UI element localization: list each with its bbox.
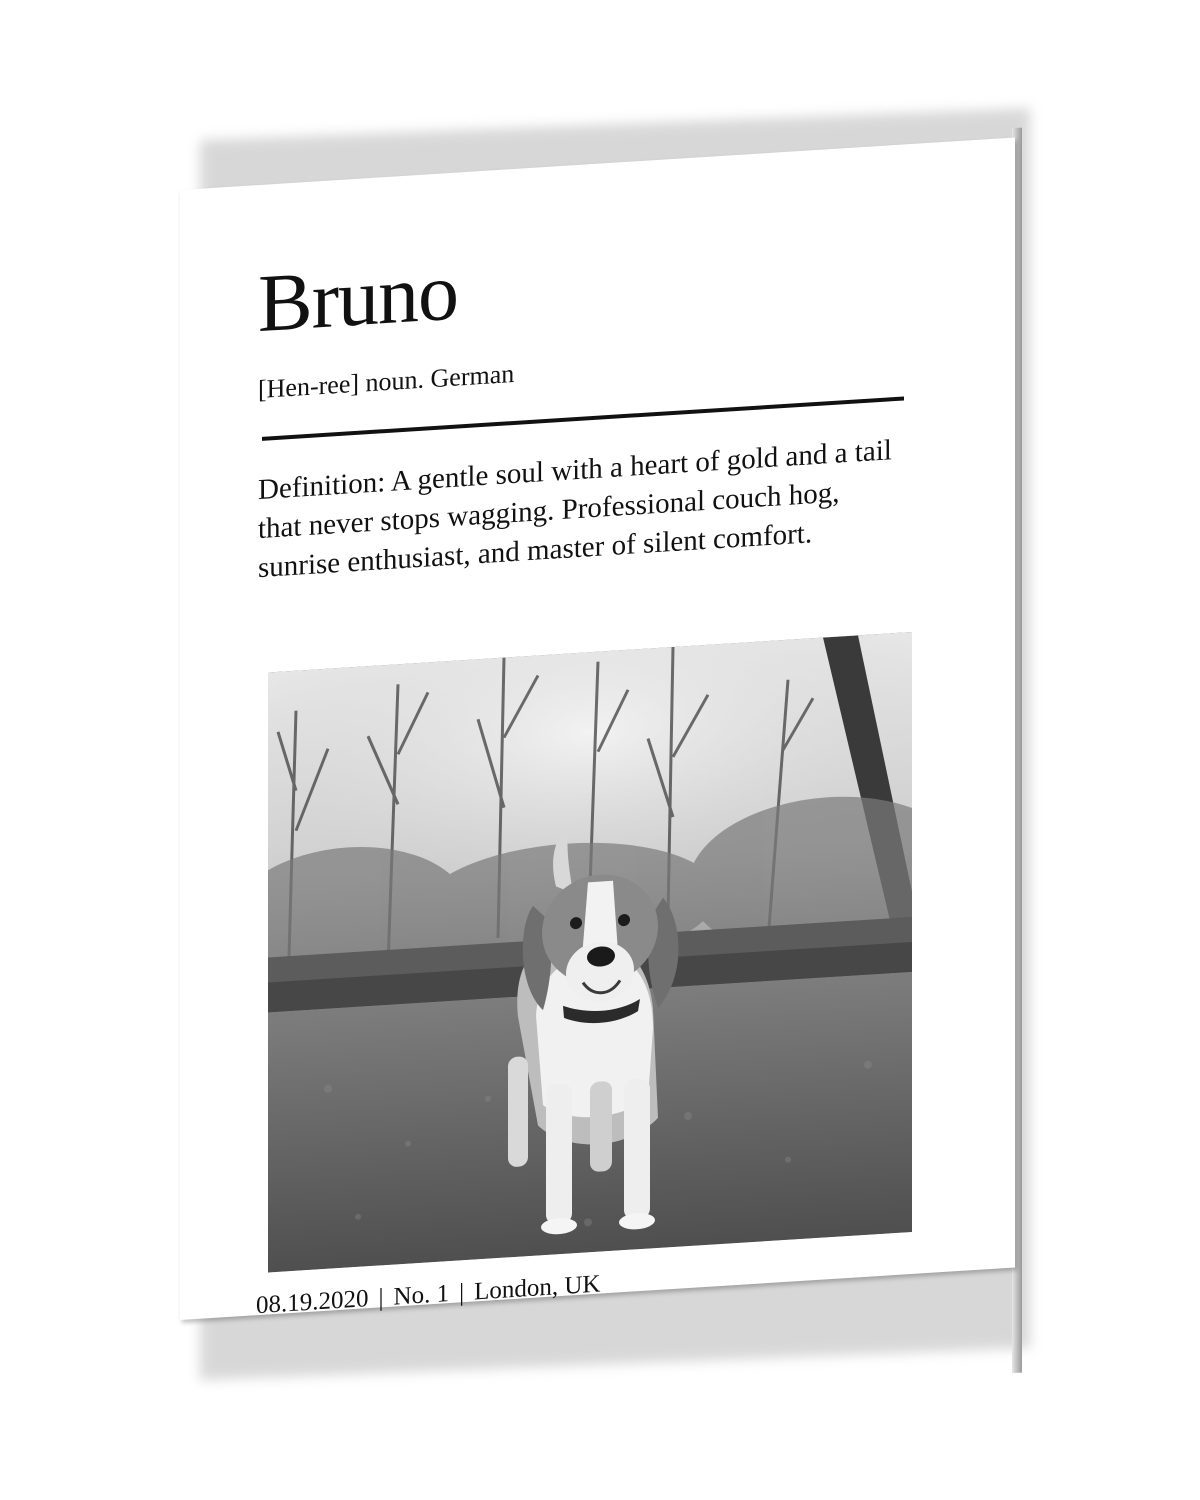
footer-number: No. 1: [393, 1280, 450, 1311]
divider-rule: [262, 396, 904, 440]
pronunciation-line: [Hen-ree] noun. German: [258, 358, 515, 405]
footer-location: London, UK: [474, 1270, 601, 1306]
dog-photo-illustration: [268, 632, 912, 1273]
footer-date: 08.19.2020: [256, 1285, 369, 1320]
definition-text: Definition: A gentle soul with a heart of gold and a tail that never stops wagging. Professional couch hog, sunrise enthusiast, and master of silent comfort.: [258, 434, 892, 585]
poster-title: Bruno: [258, 245, 458, 350]
footer-separator: |: [378, 1284, 384, 1312]
footer-separator: |: [459, 1279, 465, 1307]
dog-photo: [268, 632, 912, 1273]
poster-card: [180, 137, 1015, 1320]
